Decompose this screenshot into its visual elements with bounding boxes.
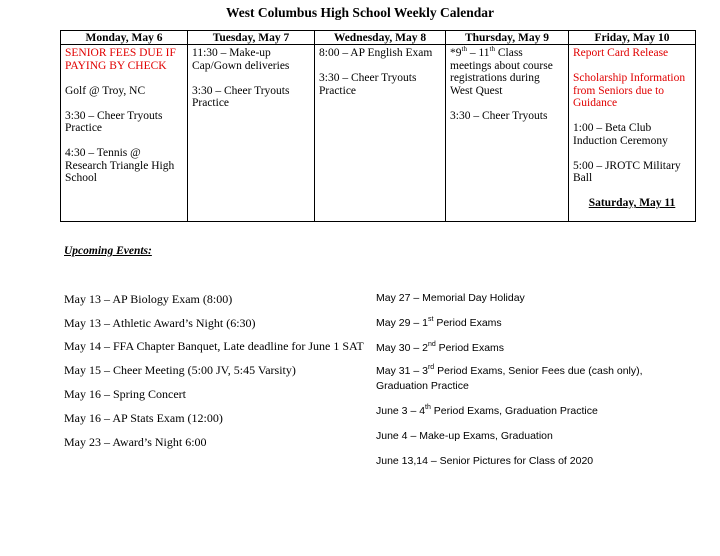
upcoming-event: May 13 – Athletic Award’s Night (6:30) [64,316,256,330]
event-text: May 30 – 2 [376,342,428,354]
upcoming-event: May 23 – Award’s Night 6:00 [64,435,207,449]
monday-event: Golf @ Troy, NC [65,84,146,97]
thursday-event-mid: – 11 [466,47,490,59]
weekly-calendar-table [60,30,696,222]
event-text: Period Exams, Graduation Practice [430,405,598,417]
calendar-body-row [61,45,696,222]
cell-friday [569,45,696,222]
upcoming-event [376,364,656,394]
upcoming-event [376,342,504,354]
thursday-event-prefix: *9 [450,47,462,59]
event-text: June 3 – 4 [376,405,426,417]
cell-monday [61,45,188,222]
wednesday-event: 8:00 – AP English Exam [319,47,433,59]
thursday-class-meetings [450,47,564,97]
header-tuesday: Tuesday, May 7 [188,31,315,45]
ordinal-suffix: st [427,316,434,323]
tuesday-event: 11:30 – Make-up Cap/Gown deliveries [192,47,290,72]
upcoming-events-heading: Upcoming Events: [64,245,152,257]
monday-event: 3:30 – Cheer Tryouts Practice [65,109,163,134]
upcoming-event: May 27 – Memorial Day Holiday [376,292,525,304]
header-thursday: Thursday, May 9 [446,31,569,45]
cell-tuesday [188,45,315,222]
thursday-event: 3:30 – Cheer Tryouts [450,109,548,122]
upcoming-event: May 14 – FFA Chapter Banquet, Late deadline for June 1 SAT [64,339,364,353]
upcoming-event: June 4 – Make-up Exams, Graduation [376,430,553,442]
friday-alert-scholarship: Scholarship Information from Seniors due to Guidance [573,72,686,109]
upcoming-event: May 15 – Cheer Meeting (5:00 JV, 5:45 Varsity) [64,363,296,377]
cell-wednesday [315,45,446,222]
page-title: West Columbus High School Weekly Calendar [226,5,494,20]
friday-alert-report-card: Report Card Release [573,47,669,59]
cell-thursday [446,45,569,222]
ordinal-suffix: rd [427,364,435,371]
saturday-label: Saturday, May 11 [588,197,676,209]
event-text: May 31 – 3 [376,365,428,377]
calendar-header-row [61,31,696,45]
wednesday-event: 3:30 – Cheer Tryouts Practice [319,72,417,97]
ordinal-suffix: th [489,45,495,53]
ordinal-suffix: th [461,45,467,53]
monday-event: 4:30 – Tennis @ Research Triangle High School [65,147,175,184]
upcoming-event [376,317,502,329]
event-text: Period Exams [435,342,505,354]
header-wednesday: Wednesday, May 8 [315,31,446,45]
thursday-event-suffix: Class meetings about course registrations during West Quest [450,47,553,97]
event-text: Period Exams, Senior Fees due (cash only), Graduation Practice [376,365,643,392]
header-monday: Monday, May 6 [61,31,188,45]
event-text: Period Exams [433,317,502,329]
header-friday: Friday, May 10 [569,31,696,45]
upcoming-event: June 13,14 – Senior Pictures for Class of 2020 [376,455,594,467]
ordinal-suffix: th [425,404,431,411]
upcoming-event: May 16 – AP Stats Exam (12:00) [64,411,223,425]
upcoming-event: May 13 – AP Biology Exam (8:00) [64,292,233,306]
upcoming-event: May 16 – Spring Concert [64,387,186,401]
event-text: May 29 – 1 [376,317,428,329]
upcoming-event [376,405,598,417]
ordinal-suffix: nd [427,341,436,348]
friday-event: 5:00 – JROTC Military Ball [573,159,681,184]
monday-alert-senior-fees: SENIOR FEES DUE IF PAYING BY CHECK [65,47,176,72]
tuesday-event: 3:30 – Cheer Tryouts Practice [192,84,290,109]
friday-event: 1:00 – Beta Club Induction Ceremony [573,122,668,147]
